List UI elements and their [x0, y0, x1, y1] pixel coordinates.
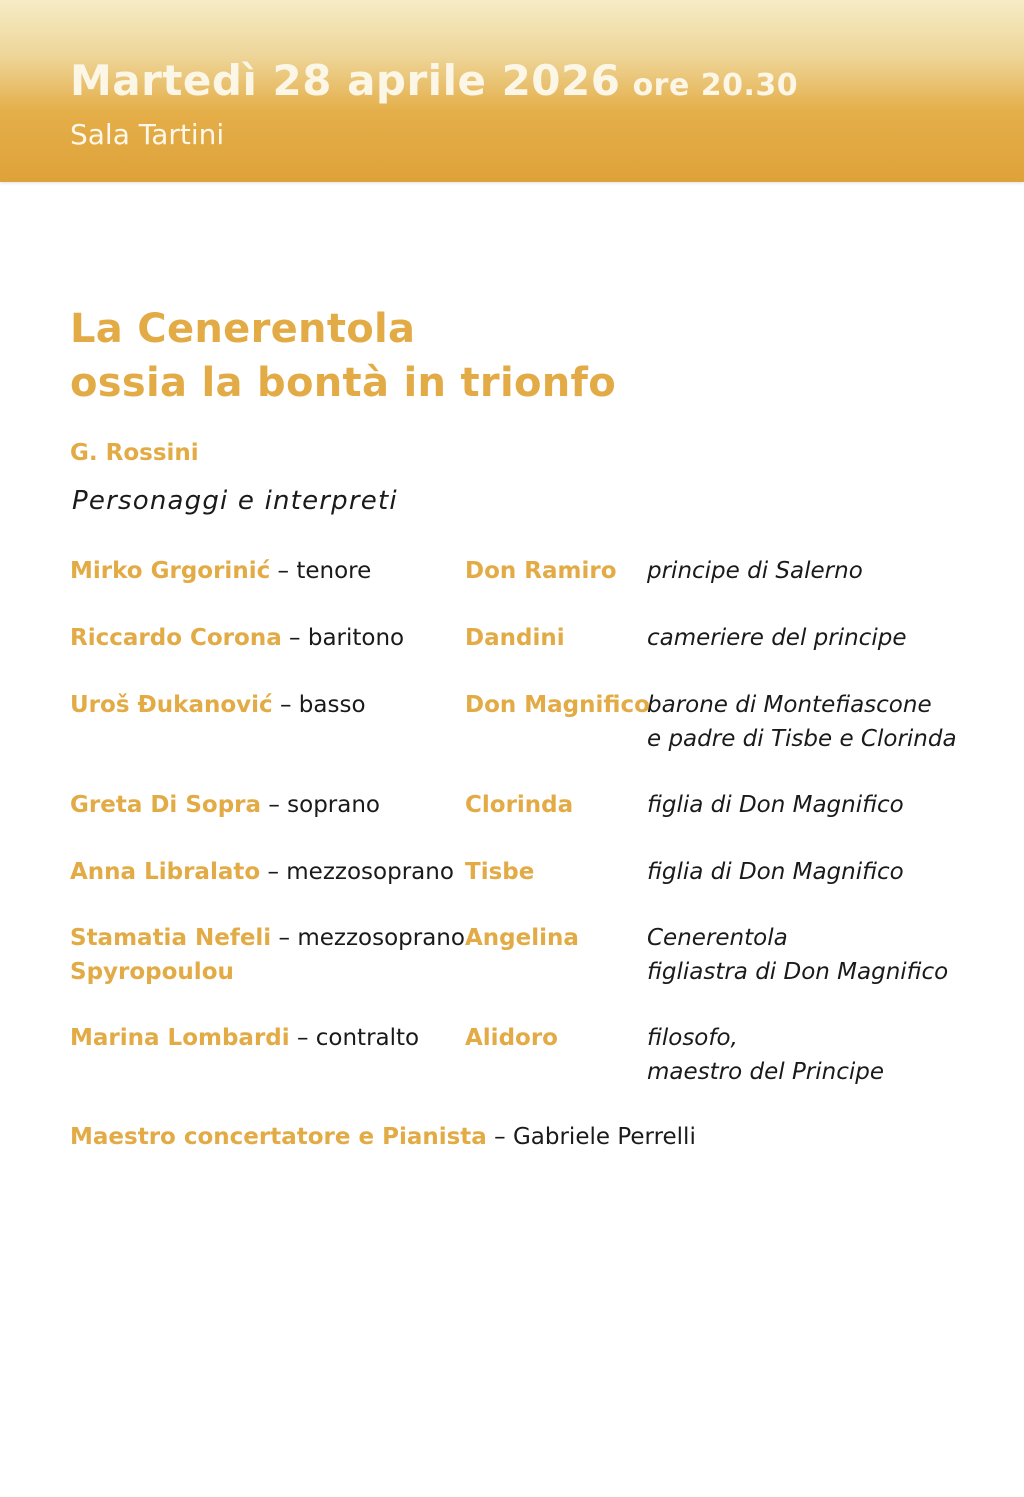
role-description	[647, 1021, 1017, 1089]
opera-title-line1: La Cenerentola	[70, 306, 416, 352]
role-name: Don Ramiro	[465, 558, 617, 584]
performer-name: Mirko Grgorinić	[70, 558, 271, 584]
role-name: Don Magnifico	[465, 692, 650, 718]
performer	[70, 554, 455, 588]
role-name: Tisbe	[465, 859, 535, 885]
performer-name: Stamatia Nefeli	[70, 925, 272, 951]
composer: G. Rossini	[70, 440, 199, 466]
role-name: Dandini	[465, 625, 565, 651]
voice-type: – mezzosoprano	[267, 859, 454, 885]
voice-type: – tenore	[277, 558, 372, 584]
performer-name: Greta Di Sopra	[70, 792, 262, 818]
performer	[70, 688, 455, 722]
role-description-line1: Cenerentola	[647, 925, 788, 951]
performer	[70, 855, 455, 889]
maestro-label: Maestro concertatore e Pianista	[70, 1124, 487, 1150]
cast-heading: Personaggi e interpreti	[72, 486, 398, 516]
role-description-line1: cameriere del principe	[647, 625, 907, 651]
role-description	[647, 621, 1017, 655]
role-description-line1: principe di Salerno	[647, 558, 863, 584]
role-description-line1: figlia di Don Magnifico	[647, 859, 904, 885]
event-date: Martedì 28 aprile 2026	[70, 56, 621, 105]
event-time: ore 20.30	[632, 68, 799, 103]
role-name: Alidoro	[465, 1025, 558, 1051]
role-description-line2: e padre di Tisbe e Clorinda	[647, 726, 957, 752]
event-venue: Sala Tartini	[70, 118, 225, 151]
voice-type: – soprano	[268, 792, 381, 818]
role-description-line2: maestro del Principe	[647, 1059, 885, 1085]
role-description-line1: filosofo,	[647, 1025, 738, 1051]
performer-name: Uroš Đukanović	[70, 692, 273, 718]
role-description	[647, 921, 1017, 989]
voice-type: – mezzosoprano	[278, 925, 465, 951]
role-description-line1: figlia di Don Magnifico	[647, 792, 904, 818]
role-description	[647, 554, 1017, 588]
opera-title	[70, 302, 616, 410]
performer-name: Riccardo Corona	[70, 625, 282, 651]
voice-type: – contralto	[296, 1025, 420, 1051]
role-name: Angelina	[465, 925, 579, 951]
performer	[70, 921, 465, 989]
voice-type: – basso	[279, 692, 366, 718]
role-description-line1: barone di Montefiascone	[647, 692, 932, 718]
event-date-line	[70, 56, 798, 105]
performer	[70, 788, 455, 822]
role-description	[647, 688, 1017, 756]
role-name: Clorinda	[465, 792, 574, 818]
performer	[70, 621, 455, 655]
opera-title-line2: ossia la bontà in trionfo	[70, 360, 616, 406]
performer-name: Anna Libralato	[70, 859, 261, 885]
role-description	[647, 855, 1017, 889]
voice-type: – baritono	[289, 625, 405, 651]
role-description	[647, 788, 1017, 822]
performer-name: Marina Lombardi	[70, 1025, 290, 1051]
header-banner	[0, 0, 1024, 182]
role-description-line2: figliastra di Don Magnifico	[647, 959, 949, 985]
maestro-credit	[70, 1120, 696, 1154]
maestro-name: – Gabriele Perrelli	[494, 1124, 696, 1150]
performer-name-line2: Spyropoulou	[70, 959, 234, 985]
performer	[70, 1021, 455, 1055]
